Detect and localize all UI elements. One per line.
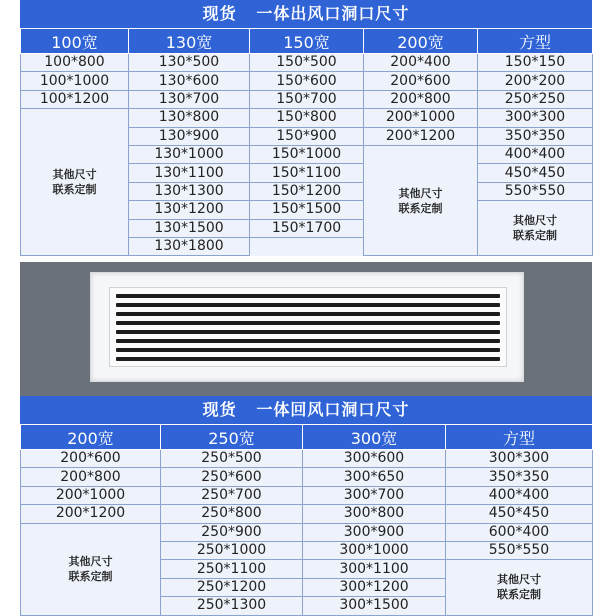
size-cell: 200*800 (21, 468, 161, 486)
table-row (21, 54, 593, 72)
size-cell: 300*300 (478, 109, 593, 127)
grille-slat (116, 294, 500, 298)
size-cell: 200*600 (21, 450, 161, 468)
size-cell: 300*650 (303, 468, 446, 486)
size-cell: 550*550 (446, 541, 593, 559)
return-vent-title-banner (20, 396, 592, 424)
size-cell: 200*600 (364, 72, 478, 90)
column-header: 方型 (478, 29, 593, 54)
size-cell: 250*500 (161, 450, 303, 468)
size-cell: 200*1200 (364, 127, 478, 145)
supply-vent-title: 一体出风口洞口尺寸 (256, 4, 410, 23)
custom-size-note-line1: 其他尺寸 (513, 214, 557, 228)
size-cell: 300*700 (303, 486, 446, 504)
column-header: 200宽 (364, 29, 478, 54)
size-cell: 130*1000 (129, 145, 250, 163)
size-cell: 130*500 (129, 54, 250, 72)
custom-size-note-line2: 联系定制 (52, 183, 97, 197)
grille-slat (116, 348, 500, 352)
custom-size-note-line1: 其他尺寸 (52, 168, 97, 182)
size-cell: 300*1200 (303, 578, 446, 596)
size-cell: 300*1000 (303, 541, 446, 559)
size-cell: 200*400 (364, 54, 478, 72)
size-cell: 100*1000 (21, 72, 129, 90)
size-cell: 150*1500 (250, 201, 364, 219)
size-cell: 150*1000 (250, 145, 364, 163)
table-row (21, 109, 593, 127)
grille-slat (116, 312, 500, 316)
size-cell: 130*1500 (129, 219, 250, 237)
size-cell: 250*1000 (161, 541, 303, 559)
empty-cell (250, 237, 364, 255)
size-cell: 350*350 (478, 127, 593, 145)
custom-size-note-line2: 联系定制 (398, 201, 443, 215)
stock-label: 现货 (202, 4, 237, 23)
size-cell: 150*700 (250, 90, 364, 108)
size-cell: 250*1300 (161, 597, 303, 615)
size-cell: 450*450 (478, 164, 593, 182)
custom-size-note (364, 145, 478, 255)
size-cell: 150*1100 (250, 164, 364, 182)
size-cell: 250*700 (161, 486, 303, 504)
size-cell: 130*800 (129, 109, 250, 127)
table-row (21, 90, 593, 108)
size-cell: 250*250 (478, 90, 593, 108)
column-header: 250宽 (161, 425, 303, 450)
size-cell: 550*550 (478, 182, 593, 200)
grille-slat (116, 303, 500, 307)
size-cell: 150*900 (250, 127, 364, 145)
size-cell: 300*900 (303, 523, 446, 541)
stock-label: 现货 (202, 400, 237, 419)
custom-size-note-line1: 其他尺寸 (497, 573, 541, 587)
table-row (21, 486, 593, 504)
column-header: 200宽 (21, 425, 161, 450)
custom-size-note (446, 560, 593, 615)
supply-vent-size-table (20, 28, 593, 256)
size-cell: 150*800 (250, 109, 364, 127)
size-cell: 150*1700 (250, 219, 364, 237)
custom-size-note-line1: 其他尺寸 (398, 186, 443, 200)
size-cell: 200*200 (478, 72, 593, 90)
grille-slat (116, 339, 500, 343)
size-cell: 350*350 (446, 468, 593, 486)
column-header: 150宽 (250, 29, 364, 54)
size-cell: 200*1000 (364, 109, 478, 127)
size-cell: 130*1800 (129, 237, 250, 255)
return-vent-title: 一体回风口洞口尺寸 (256, 400, 410, 419)
grille-slat (116, 321, 500, 325)
table-row (21, 505, 593, 523)
size-cell: 450*450 (446, 505, 593, 523)
size-cell: 300*1500 (303, 597, 446, 615)
size-cell: 100*1200 (21, 90, 129, 108)
size-cell: 250*600 (161, 468, 303, 486)
column-header: 方型 (446, 425, 593, 450)
size-cell: 130*1100 (129, 164, 250, 182)
size-cell: 130*1200 (129, 201, 250, 219)
custom-size-note-line2: 联系定制 (68, 570, 113, 584)
size-cell: 130*700 (129, 90, 250, 108)
table-row (21, 450, 593, 468)
column-header: 100宽 (21, 29, 129, 54)
size-cell: 200*1200 (21, 505, 161, 523)
size-cell: 150*600 (250, 72, 364, 90)
custom-size-note-line1: 其他尺寸 (68, 555, 113, 569)
size-cell: 250*1100 (161, 560, 303, 578)
size-cell: 400*400 (478, 145, 593, 163)
custom-size-note (478, 201, 593, 256)
size-cell: 130*600 (129, 72, 250, 90)
size-cell: 150*500 (250, 54, 364, 72)
table-header-row (21, 425, 593, 450)
size-cell: 300*600 (303, 450, 446, 468)
custom-size-note-line2: 联系定制 (513, 229, 557, 243)
grille-frame (90, 272, 524, 382)
supply-vent-title-banner (20, 0, 592, 28)
size-cell: 150*1200 (250, 182, 364, 200)
custom-size-note (21, 523, 161, 615)
grille-slat (116, 357, 500, 361)
table-row (21, 72, 593, 90)
custom-size-note-line2: 联系定制 (497, 588, 541, 602)
size-cell: 200*800 (364, 90, 478, 108)
size-cell: 300*800 (303, 505, 446, 523)
size-cell: 100*800 (21, 54, 129, 72)
size-cell: 200*1000 (21, 486, 161, 504)
grille-slats-panel (109, 287, 507, 367)
size-cell: 150*150 (478, 54, 593, 72)
size-cell: 130*1300 (129, 182, 250, 200)
size-cell: 250*900 (161, 523, 303, 541)
size-cell: 600*400 (446, 523, 593, 541)
size-cell: 250*800 (161, 505, 303, 523)
column-header: 300宽 (303, 425, 446, 450)
size-cell: 130*900 (129, 127, 250, 145)
table-row (21, 468, 593, 486)
size-cell: 300*300 (446, 450, 593, 468)
size-cell: 400*400 (446, 486, 593, 504)
custom-size-note (21, 109, 129, 256)
size-cell: 250*1200 (161, 578, 303, 596)
table-row (21, 523, 593, 541)
return-vent-size-table (20, 424, 593, 616)
grille-slat (116, 330, 500, 334)
column-header: 130宽 (129, 29, 250, 54)
table-header-row (21, 29, 593, 54)
air-grille-photo (20, 262, 592, 396)
size-cell: 300*1100 (303, 560, 446, 578)
